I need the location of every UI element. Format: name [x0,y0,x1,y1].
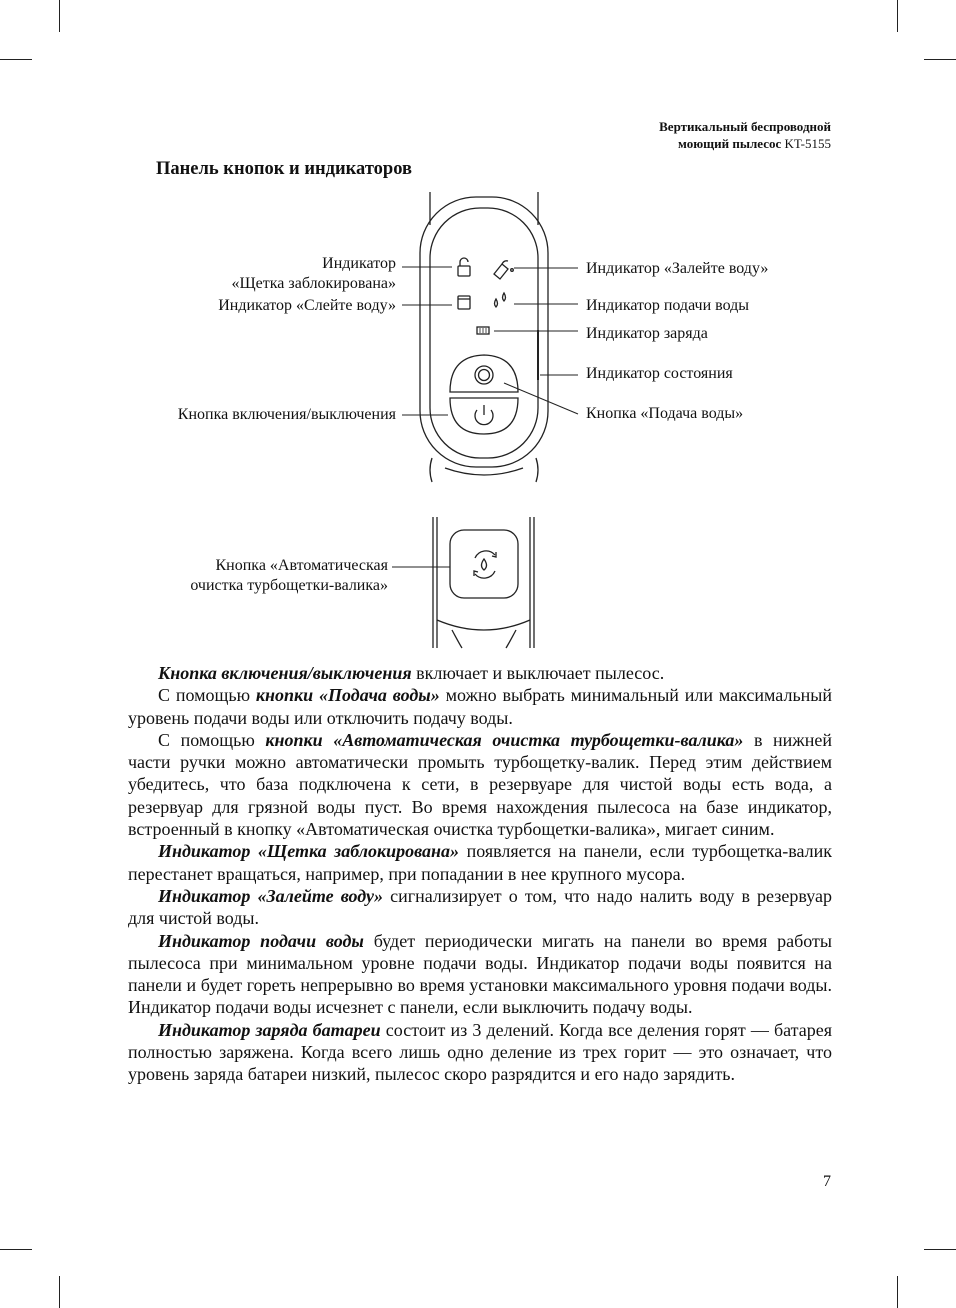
label-brush-locked: Индикатор «Щетка заблокирована» [231,255,396,292]
paragraph: Индикатор подачи воды будет периодически мигать на панели во время работы пылесоса при минимальном уровне подачи воды. Индикатор подачи воды появится на панели и будет гореть непрерывно во время установки максимального уровня подачи воды. Индикатор подачи воды исчезнет с панели, если выключить подачу воды. [128,930,832,1018]
paragraph: Индикатор заряда батареи состоит из 3 делений. Когда все деления горят — батарея полностью заряжена. Когда всего лишь одно деление из трех горит — это означает, что уровень заряда батареи низкий, пылесос скоро разрядится и его надо зарядить. [128,1019,833,1085]
auto-clean-button[interactable] [450,530,518,598]
body-text [128,662,832,1086]
label-fill-water: Индикатор «Залейте воду» [586,260,769,277]
crop-mark [0,1249,32,1250]
drain-water-icon [458,296,470,309]
label-water-supply: Индикатор подачи воды [586,297,750,314]
section-title: Панель кнопок и индикаторов [156,159,412,179]
lock-icon [458,258,470,276]
header-line1: Вертикальный беспроводной [659,119,831,134]
page-number: 7 [823,1173,831,1190]
label-charge: Индикатор заряда [586,325,708,342]
paragraph: Индикатор «Щетка заблокирована» появляется на панели, если турбощетка-валик перестанет вращаться, например, при попадании в нее крупного мусора. [128,841,832,884]
crop-mark [59,1276,60,1308]
handle-outline [420,192,548,482]
water-supply-button[interactable] [450,355,518,392]
header-model: KT-5155 [784,136,831,151]
label-drain-water: Индикатор «Слейте воду» [218,297,396,314]
fill-water-icon [494,261,513,279]
header-line2: моющий пылесос [678,136,782,151]
battery-icon [477,327,489,334]
lower-handle-outline [433,517,534,648]
paragraph: С помощью кнопки «Автоматическая очистка турбощетки-валика» в нижней части ручки можно автоматически промыть турбощетку-валик. Перед этим действием убедитесь, что база подключена к сети, в резервуаре для чистой воды есть вода, а резервуар для грязной воды пуст. Во время нахождения пылесоса на базе индикатор, встроенный в кнопку «Автоматическая очистка турбощетки-валика», мигает синим. [128,729,832,840]
paragraph: Кнопка включения/выключения включает и выключает пылесос. [158,663,665,683]
label-status: Индикатор состояния [586,365,733,382]
leader-lines [402,267,578,415]
paragraph: Индикатор «Залейте воду» сигнализирует о том, что надо налить воду в резервуар для чистой воды. [128,885,832,929]
water-drops-icon [495,293,506,307]
crop-mark [924,1249,956,1250]
label-auto-clean: Кнопка «Автоматическая очистка турбощетки-валика» [190,557,388,594]
crop-mark [897,1276,898,1308]
label-power-button: Кнопка включения/выключения [177,406,396,423]
label-water-button: Кнопка «Подача воды» [586,405,744,422]
power-button[interactable] [450,398,518,434]
paragraph: С помощью кнопки «Подача воды» можно выбрать минимальный или максимальный уровень подачи воды или отключить подачу воды. [128,685,833,728]
